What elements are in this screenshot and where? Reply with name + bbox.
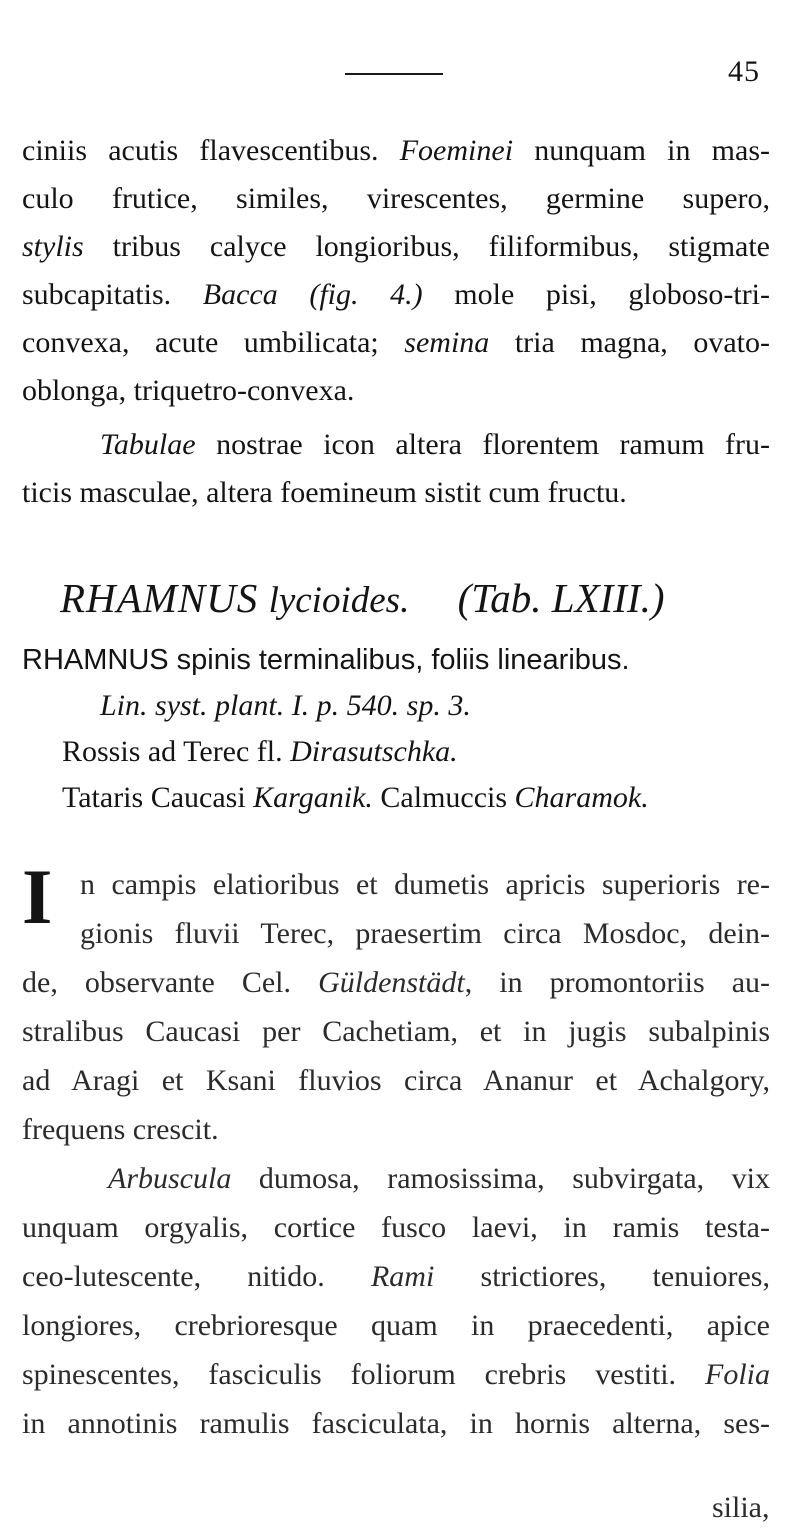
- italic-term: Güldenstädt: [318, 966, 465, 999]
- text-line: [22, 1303, 770, 1349]
- text-run: stralibus Caucasi per Cachetiam, et in jugis subalpinis: [22, 1015, 770, 1048]
- italic-term: Rami: [370, 1260, 435, 1293]
- heading-plate-reference: (Tab. LXIII.): [457, 575, 665, 621]
- text-line: [22, 1009, 770, 1055]
- heading-genus: RHAMNUS: [60, 575, 259, 621]
- russian-name-prefix: Rossis ad Terec fl.: [62, 735, 291, 768]
- text-line: [80, 862, 770, 908]
- text-run: subcapitatis.: [22, 278, 203, 311]
- text-line: [80, 911, 770, 957]
- text-line: [22, 960, 770, 1006]
- italic-term: Tabulae: [100, 428, 196, 461]
- text-run: ad Aragi et Ksani fluvios circa Ananur et Achalgory,: [22, 1064, 770, 1097]
- text-run: spinescentes, fasciculis foliorum crebris vestiti.: [22, 1358, 705, 1391]
- italic-term: Bacca (fig. 4.): [202, 278, 423, 311]
- text-line: [22, 368, 770, 414]
- italic-term: Arbuscula: [108, 1162, 232, 1195]
- drop-capital: I: [22, 853, 53, 940]
- text-line: [22, 1352, 770, 1398]
- text-line: [22, 320, 770, 366]
- tatar-name: Karganik.: [253, 781, 373, 814]
- vernacular-names-line: [62, 776, 649, 820]
- text-line: [22, 272, 770, 318]
- text-line: [108, 1156, 770, 1202]
- text-run: gionis fluvii Terec, praesertim circa Mosdoc, dein-: [80, 917, 770, 950]
- text-run: ceo-lutescente, nitido.: [22, 1260, 371, 1293]
- tatar-name-prefix: Tataris Caucasi: [62, 781, 254, 814]
- linnaeus-reference: Lin. syst. plant. I. p. 540. sp. 3.: [100, 689, 471, 722]
- text-line: [22, 176, 770, 222]
- text-run: nostrae icon altera florentem ramum fru-: [195, 428, 770, 461]
- text-run: convexa, acute umbilicata;: [22, 326, 405, 359]
- text-run: oblonga, triquetro-convexa.: [22, 374, 355, 407]
- text-run: culo frutice, similes, virescentes, germine supero,: [22, 182, 770, 215]
- text-line: [22, 1401, 770, 1447]
- text-run: de, observante Cel.: [22, 966, 319, 999]
- text-run: , in promontoriis au-: [464, 966, 771, 999]
- russian-name: Dirasutschka.: [290, 735, 458, 768]
- text-line: [22, 1205, 770, 1251]
- text-line: [22, 1254, 770, 1300]
- heading-species: lycioides.: [268, 580, 410, 621]
- diagnosis-line: RHAMNUS spinis terminalibus, foliis linearibus.: [22, 644, 630, 676]
- text-run: n campis elatioribus et dumetis apricis superioris re-: [80, 868, 770, 901]
- text-run: unquam orgyalis, cortice fusco laevi, in ramis testa-: [22, 1211, 770, 1244]
- catchword: silia,: [712, 1491, 770, 1524]
- text-line: [22, 1107, 770, 1153]
- text-run: ticis masculae, altera foemineum sistit cum fructu.: [22, 476, 627, 509]
- text-line: [22, 128, 770, 174]
- text-run: nunquam in mas-: [513, 134, 770, 167]
- text-run: dumosa, ramosissima, subvirgata, vix: [231, 1162, 770, 1195]
- text-line: [22, 1058, 770, 1104]
- text-run: in annotinis ramulis fasciculata, in hornis alterna, ses-: [22, 1407, 770, 1440]
- italic-term: Foeminei: [399, 134, 514, 167]
- header-rule: [345, 73, 443, 75]
- kalmyk-name-prefix: Calmuccis: [372, 781, 515, 814]
- page-number: 45: [728, 55, 760, 88]
- kalmyk-name: Charamok.: [514, 781, 649, 814]
- text-run: strictiores, tenuiores,: [434, 1260, 770, 1293]
- italic-term: semina: [404, 326, 490, 359]
- italic-term: Folia: [705, 1358, 770, 1391]
- species-heading: [60, 572, 664, 627]
- russian-name-line: [62, 730, 458, 774]
- italic-term: stylis: [22, 230, 84, 263]
- text-run: tribus calyce longioribus, filiformibus, stigmate: [83, 230, 770, 263]
- text-run: ciniis acutis flavescentibus.: [22, 134, 400, 167]
- text-run: frequens crescit.: [22, 1113, 219, 1146]
- text-line: [22, 224, 770, 270]
- text-line: [100, 422, 770, 468]
- text-run: longiores, crebrioresque quam in praecedenti, apice: [22, 1309, 770, 1342]
- text-run: mole pisi, globoso-tri-: [422, 278, 771, 311]
- text-line: [22, 470, 770, 516]
- text-run: tria magna, ovato-: [489, 326, 770, 359]
